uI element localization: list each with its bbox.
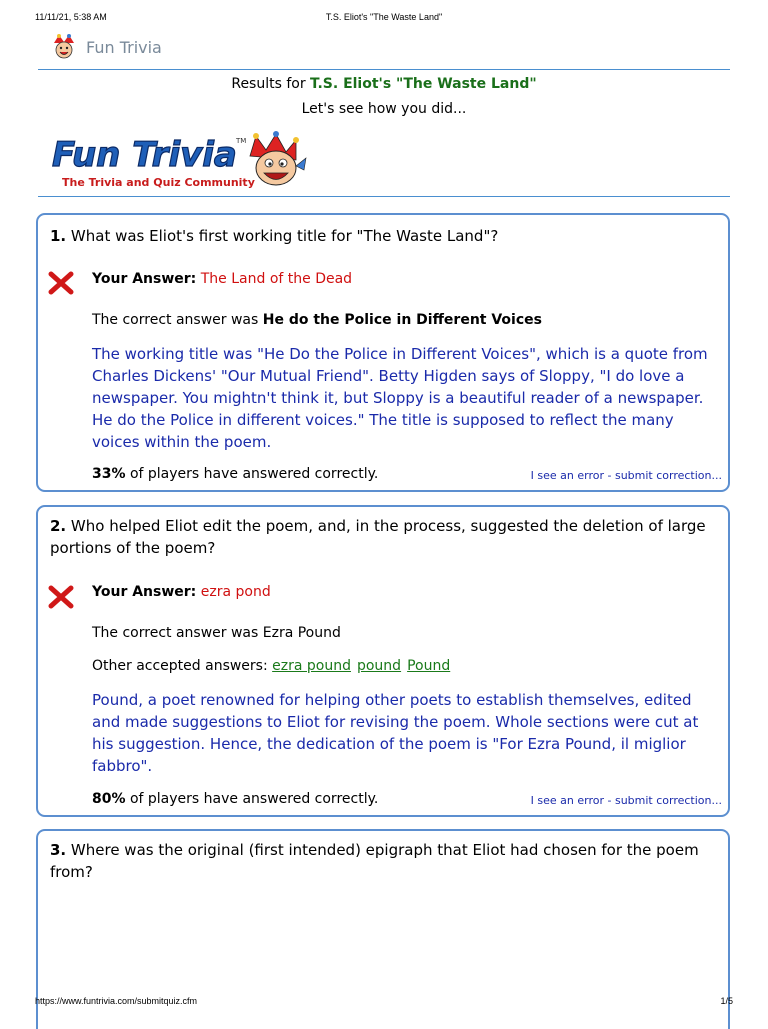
wrong-answer-icon <box>48 271 74 295</box>
correct-answer <box>92 625 341 641</box>
fun-trivia-logo <box>50 130 320 192</box>
question-card-1 <box>36 213 730 492</box>
your-answer <box>92 271 352 287</box>
other-answers-label: Other accepted answers: <box>92 658 273 674</box>
question-body: Where was the original (first intended) epigraph that Eliot had chosen for the poem from? <box>50 841 699 881</box>
correct-answer <box>92 312 542 328</box>
question-number: 1. <box>50 227 67 245</box>
your-answer-label: Your Answer: <box>92 584 197 600</box>
question-text <box>50 515 710 559</box>
correct-answer-label: The correct answer was <box>92 312 263 328</box>
percent-correct: 33% <box>92 466 126 482</box>
question-body: What was Eliot's first working title for "The Waste Land"? <box>66 227 499 245</box>
site-header[interactable] <box>50 32 162 62</box>
logo-tagline: The Trivia and Quiz Community <box>62 176 255 189</box>
correct-answer-value: He do the Police in Different Voices <box>262 312 542 328</box>
percent-correct: 80% <box>92 791 126 807</box>
accepted-answer-link[interactable]: pound <box>356 658 402 674</box>
accepted-answer-link[interactable]: Pound <box>407 658 451 674</box>
question-text <box>50 225 710 247</box>
results-subtitle: Let's see how you did... <box>301 101 467 117</box>
jester-mascot-icon <box>250 131 306 185</box>
print-doc-title: T.S. Eliot's "The Waste Land" <box>325 12 443 22</box>
percent-suffix: of players have answered correctly. <box>125 791 379 807</box>
print-page-number: 1/5 <box>720 996 733 1006</box>
results-heading <box>0 76 768 92</box>
question-body: Who helped Eliot edit the poem, and, in the process, suggested the deletion of large portions of the poem? <box>50 517 706 557</box>
question-number: 3. <box>50 841 67 859</box>
print-url: https://www.funtrivia.com/submitquiz.cfm <box>35 996 198 1006</box>
accepted-answer-link[interactable]: ezra pound <box>272 658 351 674</box>
jester-icon <box>50 33 78 61</box>
explanation: Pound, a poet renowned for helping other poets to establish themselves, edited and made suggestions to Eliot for revising the poem. Whole sections were cut at his suggestion. Hence, the dedication of the poem is "For Ezra Pound, il miglior fabbro". <box>92 691 699 775</box>
results-prefix: Results for <box>231 76 311 92</box>
correct-answer-value: Ezra Pound <box>262 625 341 641</box>
logo-divider <box>38 196 730 197</box>
your-answer-value: The Land of the Dead <box>196 271 353 287</box>
wrong-answer-icon <box>48 585 74 609</box>
explanation: The working title was "He Do the Police in Different Voices", which is a quote from Charles Dickens' "Our Mutual Friend". Betty Higden says of Sloppy, "I do love a newspaper. You mightn't think it, but Sloppy is a beautiful reader of a newspaper. He do the Police in different voices." The title is supposed to reflect the many voices within the poem. <box>92 345 708 451</box>
your-answer <box>92 584 271 600</box>
submit-correction-link[interactable]: I see an error - submit correction... <box>530 794 722 807</box>
print-datetime: 11/11/21, 5:38 AM <box>35 12 107 22</box>
logo-wordmark: Fun Trivia <box>52 135 237 175</box>
correct-answer-label: The correct answer was <box>92 625 263 641</box>
logo-tm: TM <box>236 137 247 145</box>
quiz-name: T.S. Eliot's "The Waste Land" <box>310 76 537 92</box>
header-divider <box>38 69 730 70</box>
percent-suffix: of players have answered correctly. <box>125 466 379 482</box>
question-text <box>50 839 710 883</box>
submit-correction-link[interactable]: I see an error - submit correction... <box>530 469 722 482</box>
other-accepted-answers <box>92 658 456 674</box>
site-name[interactable]: Fun Trivia <box>86 37 162 57</box>
your-answer-label: Your Answer: <box>92 271 197 287</box>
question-number: 2. <box>50 517 67 535</box>
question-card-2 <box>36 505 730 817</box>
answer-stats <box>92 466 378 482</box>
answer-stats <box>92 791 378 807</box>
your-answer-value: ezra pond <box>196 584 271 600</box>
